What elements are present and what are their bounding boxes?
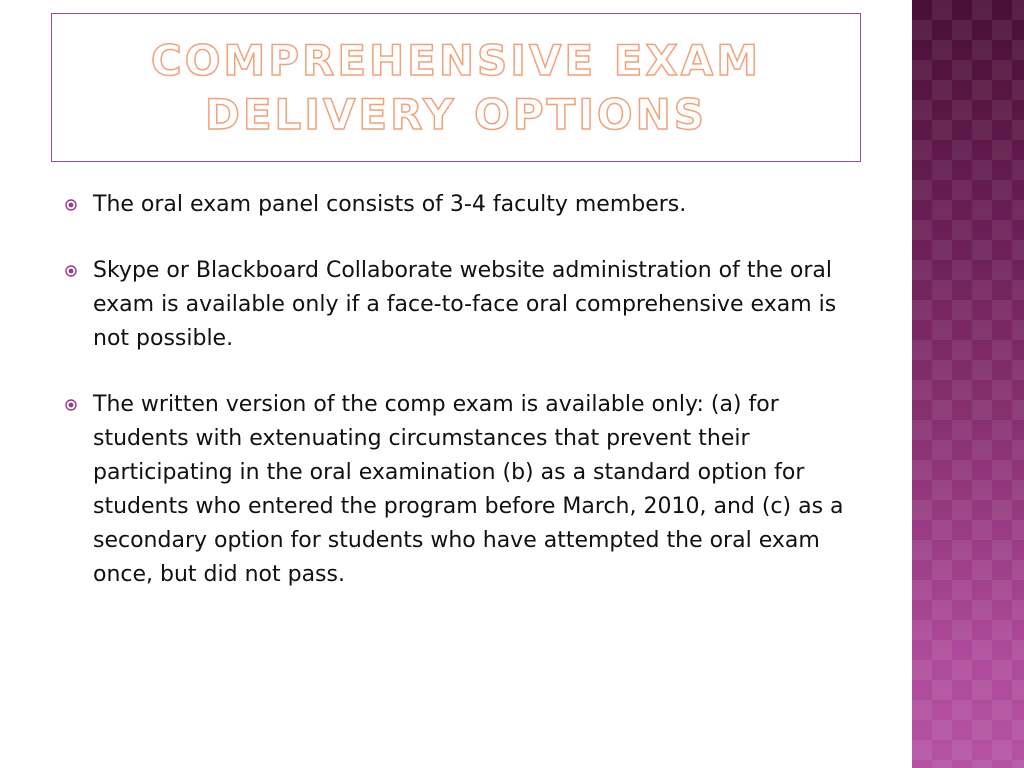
bullet-text: The written version of the comp exam is available only: (a) for students with extenuating circumstances that prevent their participating in the oral examination (b) as a standard option for students who entered the program before March, 2010, and (c) as a secondary option for students who have attempted the oral exam once, but did not pass. [93, 392, 844, 587]
slide-title: COMPREHENSIVE EXAM DELIVERY OPTIONS [150, 35, 762, 139]
bullet-list [62, 188, 862, 624]
bullet-item [62, 254, 862, 356]
bullet-item [62, 388, 862, 592]
circled-dot-icon [65, 199, 77, 211]
diamond-pattern [912, 0, 1024, 768]
circled-dot-icon [65, 399, 77, 411]
bullet-text: Skype or Blackboard Collaborate website administration of the oral exam is available only if a face-to-face oral comprehensive exam is not possible. [93, 258, 837, 351]
decorative-side-band [912, 0, 1024, 768]
title-box [51, 13, 861, 162]
bullet-item [62, 188, 862, 222]
circled-dot-icon [65, 265, 77, 277]
bullet-text: The oral exam panel consists of 3-4 faculty members. [93, 192, 687, 217]
